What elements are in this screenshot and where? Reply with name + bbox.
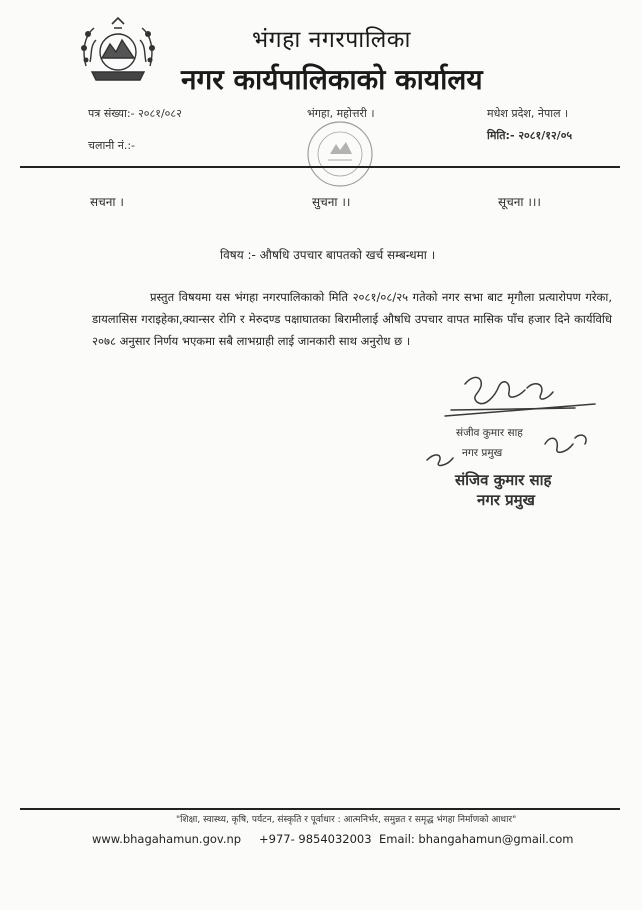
footer-motto: "शिक्षा, स्वास्थ्य, कृषि, पर्यटन, संस्कृति र पूर्वाधार : आत्मनिर्भर, समुन्नत र समृद्ध भंगहा निर्माणको आधार" bbox=[176, 815, 517, 825]
name-stamp: संजिव कुमार साह bbox=[455, 471, 552, 489]
letter-date: मिति:- २०८१/१२/०५ bbox=[487, 129, 573, 142]
body-paragraph: प्रस्तुत विषयमा यस भंगहा नगरपालिकाको मिति २०८१/०८/२५ गतेको नगर सभा बाट मृगौला प्रत्यारोपण गरेका, डायलासिस गराइहेका,क्यान्सर रोगि र मेरुदण्ड पक्षाघातका बिरामीलाई औषधि उपचार वापत मासिक पाँच हजार दिने कार्यविधि २०७८ अनुसार निर्णय भएकमा सबै लाभग्राही लाई जानकारी साथ अनुरोध छ । bbox=[92, 290, 612, 348]
dispatch-number: चलानी नं.:- bbox=[88, 139, 136, 152]
location: भंगहा, महोत्तरी । bbox=[307, 107, 375, 120]
office-seal-icon bbox=[300, 118, 380, 190]
footer-divider bbox=[20, 808, 620, 810]
header-divider bbox=[20, 166, 620, 168]
handwritten-signature bbox=[425, 368, 605, 478]
letter-body bbox=[92, 286, 612, 352]
subject-line: विषय :- औषधि उपचार बापतको खर्च सम्बन्धमा । bbox=[220, 248, 436, 262]
letter-number: पत्र संख्या:- २०८१/०८२ bbox=[88, 107, 182, 120]
municipality-name: भंगहा नगरपालिका bbox=[252, 27, 411, 53]
signatory-name: संजीव कुमार साह bbox=[456, 427, 523, 439]
notice-label-right: सूचना ।।। bbox=[498, 195, 541, 209]
footer-website: www.bhagahamun.gov.np bbox=[92, 832, 242, 846]
title-stamp: नगर प्रमुख bbox=[477, 491, 535, 509]
footer-phone: +977- 9854032003 bbox=[259, 832, 372, 846]
nepal-emblem-icon bbox=[78, 14, 158, 86]
footer-email: Email: bhangahamun@gmail.com bbox=[379, 832, 574, 846]
signatory-title: नगर प्रमुख bbox=[462, 447, 503, 459]
notice-label-left: सचना । bbox=[90, 195, 124, 209]
office-name: नगर कार्यपालिकाको कार्यालय bbox=[181, 63, 483, 96]
notice-label-center: सुचना ।। bbox=[312, 195, 351, 209]
province: मधेश प्रदेश, नेपाल । bbox=[487, 107, 569, 120]
